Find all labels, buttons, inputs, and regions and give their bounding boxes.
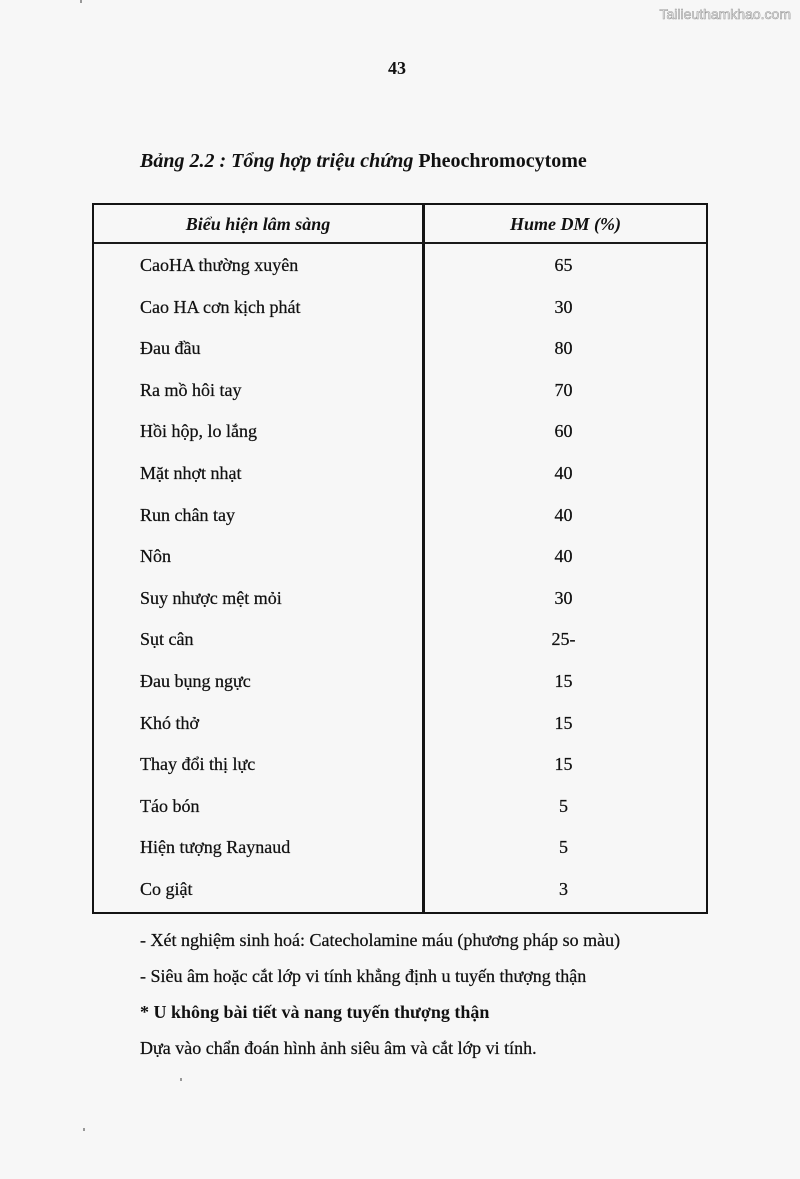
value-text: 30 [554, 296, 573, 317]
table-row [94, 713, 706, 755]
table-row [94, 671, 706, 713]
note-subheading: * U không bài tiết và nang tuyến thượng thận [140, 1002, 490, 1022]
value-cell [425, 463, 706, 484]
caption-subject: Pheochromocytome [418, 150, 587, 172]
value-text: 60 [554, 421, 573, 442]
value-text: 80 [554, 338, 573, 359]
table-row [94, 463, 706, 505]
symptom-cell: Run chân tay [140, 504, 235, 525]
value-cell [425, 380, 706, 401]
scan-speck [80, 0, 82, 3]
symptom-cell: Hồi hộp, lo lắng [140, 421, 257, 442]
value-text: 25- [551, 629, 576, 650]
value-text: 5 [559, 795, 568, 816]
value-cell [425, 297, 706, 318]
symptom-cell: Khó thở [140, 712, 200, 733]
value-text: 65 [554, 255, 573, 275]
header-percentage: Hume DM (%) [510, 214, 621, 234]
table-row [94, 796, 706, 838]
value-cell [425, 588, 706, 609]
table-caption [140, 150, 587, 173]
value-text: 40 [554, 504, 573, 525]
scan-speck [180, 1078, 182, 1081]
value-cell [425, 754, 706, 775]
scan-speck [83, 1128, 85, 1131]
table-row [94, 546, 706, 588]
value-cell [425, 713, 706, 734]
symptom-cell: Nôn [140, 546, 171, 567]
note-biochemistry: - Xét nghiệm sinh hoá: Catecholamine máu (phương pháp so màu) [140, 930, 621, 950]
page-number [0, 58, 800, 79]
symptom-cell: Cao HA cơn kịch phát [140, 296, 301, 317]
header-divider [94, 242, 706, 244]
table-row [94, 837, 706, 879]
value-cell [425, 546, 706, 567]
value-cell [425, 629, 706, 650]
value-text: 15 [554, 670, 573, 691]
symptom-cell: Đau bụng ngực [140, 670, 251, 691]
value-text: 3 [559, 878, 568, 899]
table-row [94, 297, 706, 339]
notes-section [140, 930, 620, 1074]
table-row [94, 338, 706, 380]
value-text: 40 [554, 546, 573, 567]
value-cell [425, 879, 706, 900]
symptom-cell: Đau đầu [140, 338, 201, 359]
symptom-cell: Sụt cân [140, 629, 194, 650]
value-cell [425, 421, 706, 442]
symptom-cell: Suy nhược mệt mỏi [140, 587, 282, 608]
value-text: 5 [559, 837, 568, 858]
note-diagnosis: Dựa vào chẩn đoán hình ảnh siêu âm và cắt lớp vi tính. [140, 1038, 537, 1058]
table-body [94, 255, 706, 921]
symptom-cell: Thay đổi thị lực [140, 754, 256, 775]
caption-label: Bảng 2.2 : Tổng hợp triệu chứng [140, 150, 414, 172]
value-cell [425, 255, 706, 276]
value-cell [425, 671, 706, 692]
value-text: 70 [554, 379, 573, 400]
table-row [94, 380, 706, 422]
table-row [94, 505, 706, 547]
table-row [94, 588, 706, 630]
symptom-cell: Ra mồ hôi tay [140, 379, 242, 400]
table-row [94, 421, 706, 463]
symptom-table [92, 203, 708, 914]
symptom-cell: Hiện tượng Raynaud [140, 837, 291, 858]
page-number-text: 43 [388, 58, 406, 78]
table-row [94, 754, 706, 796]
watermark: Tailieuthamkhao.com [659, 6, 791, 22]
symptom-cell: CaoHA thường xuyên [140, 255, 299, 275]
header-symptom: Biểu hiện lâm sàng [185, 214, 331, 234]
note-imaging: - Siêu âm hoặc cắt lớp vi tính khẳng định u tuyến thượng thận [140, 966, 587, 986]
value-text: 15 [554, 754, 573, 775]
table-row [94, 629, 706, 671]
value-cell [425, 338, 706, 359]
table-row [94, 255, 706, 297]
value-cell [425, 837, 706, 858]
value-text: 15 [554, 712, 573, 733]
value-text: 40 [554, 462, 573, 483]
symptom-cell: Co giật [140, 878, 193, 899]
symptom-cell: Táo bón [140, 795, 200, 816]
value-cell [425, 796, 706, 817]
value-cell [425, 505, 706, 526]
table-row [94, 879, 706, 921]
symptom-cell: Mặt nhợt nhạt [140, 462, 242, 483]
value-text: 30 [554, 587, 573, 608]
